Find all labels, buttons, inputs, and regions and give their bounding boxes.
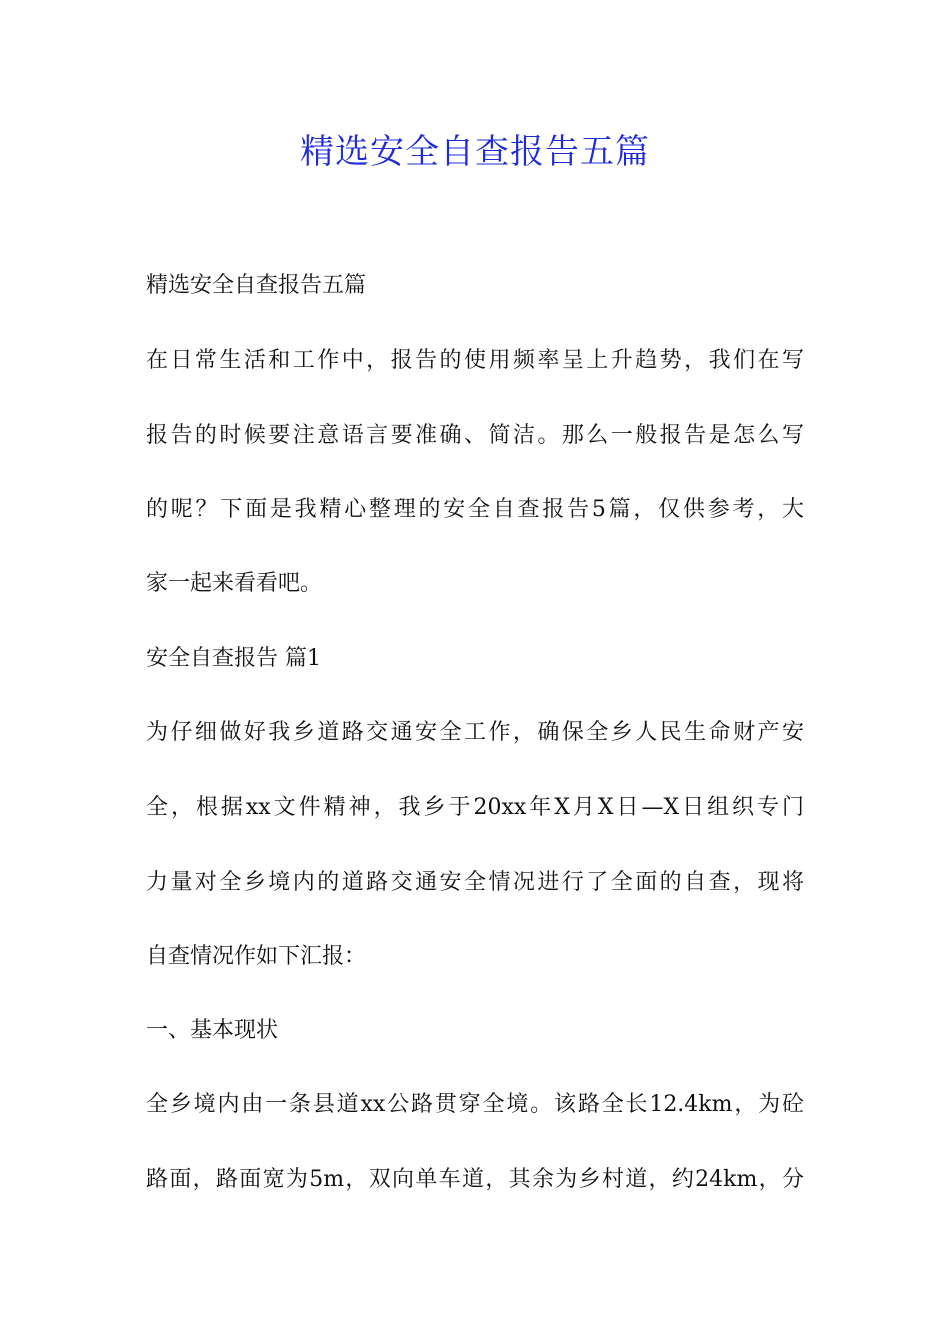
- paragraph-line: 家一起来看看吧。: [146, 571, 323, 596]
- paragraph-line: 自查情况作如下汇报：: [146, 944, 367, 969]
- paragraph-line: 路面，路面宽为5m，双向单车道，其余为乡村道，约24km，分: [146, 1167, 804, 1192]
- paragraph-line: 为仔细做好我乡道路交通安全工作，确保全乡人民生命财产安: [146, 720, 804, 745]
- paragraph-line: 力量对全乡境内的道路交通安全情况进行了全面的自查，现将: [146, 870, 804, 895]
- paragraph-line: 的呢？下面是我精心整理的安全自查报告5篇，仅供参考，大: [146, 497, 804, 522]
- paragraph-line: 精选安全自查报告五篇: [146, 273, 367, 298]
- paragraph-line: 全乡境内由一条县道xx公路贯穿全境。该路全长12.4km，为砼: [146, 1092, 804, 1117]
- paragraph-line: 报告的时候要注意语言要准确、简洁。那么一般报告是怎么写: [146, 423, 804, 448]
- document-title: 精选安全自查报告五篇: [300, 132, 650, 172]
- paragraph-line: 在日常生活和工作中，报告的使用频率呈上升趋势，我们在写: [146, 348, 804, 373]
- section-heading: 一、基本现状: [146, 1018, 279, 1043]
- section-heading: 安全自查报告 篇1: [146, 646, 321, 671]
- paragraph-line: 全，根据xx文件精神，我乡于20xx年X月X日—X日组织专门: [146, 795, 804, 820]
